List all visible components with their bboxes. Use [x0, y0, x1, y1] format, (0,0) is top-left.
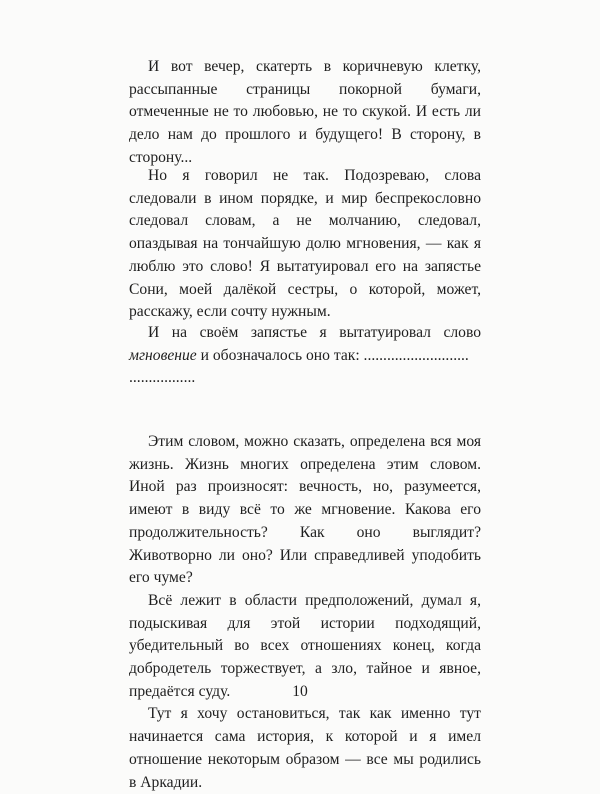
- paragraph-3-dots: .................: [129, 369, 196, 387]
- paragraph-3-text-before: И на своём запястье я вытатуировал слово: [148, 324, 481, 341]
- paragraph-6: Тут я хочу остановиться, так как именно тут начинается сама история, к которой и я имел отношение некоторым образом — все мы родились в Аркадии.: [129, 705, 481, 791]
- paragraph-3-italic-word: мгновение: [129, 346, 197, 364]
- text-block-4: [129, 431, 481, 794]
- paragraph-1: И вот вечер, скатерть в коричневую клетку, рассыпанные страницы покорной бумаги, отмеченные не то любовью, не то скукой. И есть ли дело нам до прошлого и будущего! В сторону, в сторону...: [129, 58, 481, 166]
- text-block-1: [129, 56, 481, 170]
- paragraph-5: Всё лежит в области предположений, думал я, подыскивая для этой истории подходящий, убедительный во всех отношениях конец, когда добродетель торжествует, а зло, тайное и явное, предаётся суду.: [129, 591, 481, 700]
- page-number: 10: [292, 683, 308, 700]
- paragraph-3: [129, 322, 481, 390]
- text-block-3: [129, 322, 481, 390]
- paragraph-4: Этим словом, можно сказать, определена вся моя жизнь. Жизнь многих определена этим словом. Иной раз произносят: вечность, но, разумеется, имеют в виду всё то же мгновение. Какова его продолжительность? Как оно выглядит? Животворно ли оно? Или справедливей уподобить его чуме?: [129, 433, 481, 587]
- paragraph-2: Но я говорил не так. Подозреваю, слова следовали в ином порядке, и мир беспрекословно следовал словам, а не молчанию, следовал, опаздывая на тончайшую долю мгновения, — как я люблю это слово! Я вытатуировал его на запястье Сони, моей далёкой сестры, о которой, может, расскажу, если сочту нужным.: [129, 167, 481, 321]
- paragraph-3-text-after: и обозначалось оно так: ...........................: [196, 346, 469, 364]
- text-block-2: [129, 165, 481, 324]
